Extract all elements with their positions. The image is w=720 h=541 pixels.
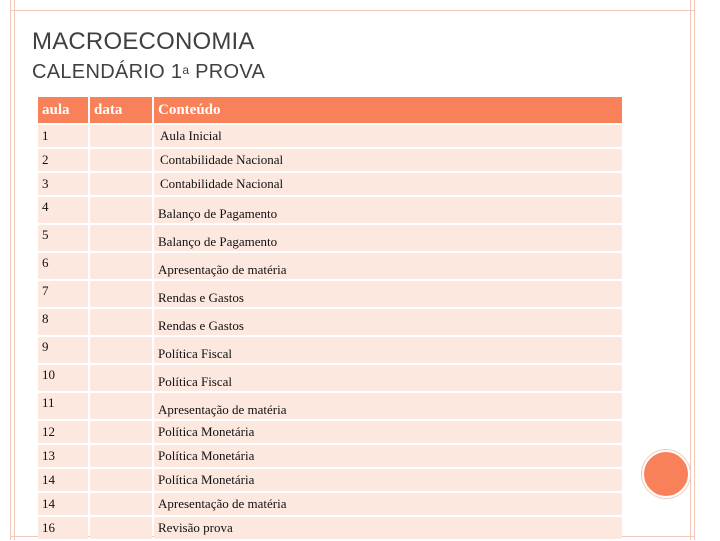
- cell-conteudo: Política Fiscal: [154, 365, 622, 391]
- table-row: [38, 493, 622, 515]
- cell-aula: 11: [38, 393, 88, 419]
- cell-aula: 8: [38, 309, 88, 335]
- cell-data: [90, 469, 152, 491]
- header-conteudo: Conteúdo: [154, 97, 622, 123]
- table-row: [38, 281, 622, 307]
- frame-line-top: [10, 10, 694, 11]
- cell-aula: 3: [38, 173, 88, 195]
- cell-conteudo: Balanço de Pagamento: [154, 225, 622, 251]
- cell-conteudo: Apresentação de matéria: [154, 493, 622, 515]
- cell-aula: 5: [38, 225, 88, 251]
- header-aula: aula: [38, 97, 88, 123]
- cell-data: [90, 281, 152, 307]
- header-data: data: [90, 97, 152, 123]
- cell-data: [90, 421, 152, 443]
- cell-aula: 13: [38, 445, 88, 467]
- table-row: [38, 365, 622, 391]
- frame-line-right-inner: [690, 0, 691, 540]
- schedule-table: [36, 95, 624, 541]
- cell-conteudo: Apresentação de matéria: [154, 393, 622, 419]
- cell-aula: 16: [38, 517, 88, 539]
- decorative-circle: [642, 450, 690, 498]
- table-row: [38, 421, 622, 443]
- cell-data: [90, 225, 152, 251]
- table-row: [38, 253, 622, 279]
- frame-line-left-outer: [10, 0, 11, 540]
- table-row: [38, 173, 622, 195]
- cell-conteudo: Política Monetária: [154, 421, 622, 443]
- cell-aula: 7: [38, 281, 88, 307]
- cell-data: [90, 517, 152, 539]
- cell-conteudo: Política Monetária: [154, 445, 622, 467]
- table-row: [38, 197, 622, 223]
- table-row: [38, 125, 622, 147]
- cell-data: [90, 173, 152, 195]
- cell-data: [90, 197, 152, 223]
- table-row: [38, 469, 622, 491]
- cell-conteudo: Apresentação de matéria: [154, 253, 622, 279]
- cell-aula: 6: [38, 253, 88, 279]
- cell-aula: 9: [38, 337, 88, 363]
- cell-data: [90, 125, 152, 147]
- cell-data: [90, 149, 152, 171]
- table-row: [38, 517, 622, 539]
- frame-line-right-outer: [694, 0, 695, 540]
- cell-aula: 14: [38, 469, 88, 491]
- table-row: [38, 149, 622, 171]
- frame-line-left-inner: [14, 0, 15, 540]
- cell-aula: 10: [38, 365, 88, 391]
- cell-aula: 4: [38, 197, 88, 223]
- cell-conteudo: Contabilidade Nacional: [154, 149, 622, 171]
- table-row: [38, 225, 622, 251]
- cell-data: [90, 393, 152, 419]
- table-row: [38, 445, 622, 467]
- slide-subtitle: [32, 61, 265, 84]
- cell-data: [90, 445, 152, 467]
- cell-aula: 12: [38, 421, 88, 443]
- cell-conteudo: Rendas e Gastos: [154, 281, 622, 307]
- cell-conteudo: Revisão prova: [154, 517, 622, 539]
- cell-conteudo: Rendas e Gastos: [154, 309, 622, 335]
- cell-aula: 1: [38, 125, 88, 147]
- cell-aula: 2: [38, 149, 88, 171]
- table-row: [38, 393, 622, 419]
- cell-data: [90, 253, 152, 279]
- cell-data: [90, 365, 152, 391]
- table-row: [38, 337, 622, 363]
- slide-title: MACROECONOMIA: [32, 28, 255, 55]
- cell-conteudo: Balanço de Pagamento: [154, 197, 622, 223]
- cell-conteudo: Política Monetária: [154, 469, 622, 491]
- table-row: [38, 309, 622, 335]
- cell-data: [90, 337, 152, 363]
- subtitle-superscript: a: [182, 63, 190, 77]
- cell-conteudo: Aula Inicial: [154, 125, 622, 147]
- cell-conteudo: Contabilidade Nacional: [154, 173, 622, 195]
- cell-data: [90, 493, 152, 515]
- cell-conteudo: Política Fiscal: [154, 337, 622, 363]
- cell-data: [90, 309, 152, 335]
- table-header-row: [38, 97, 622, 123]
- subtitle-text: CALENDÁRIO 1: [32, 61, 183, 83]
- subtitle-suffix: PROVA: [189, 61, 266, 83]
- cell-aula: 14: [38, 493, 88, 515]
